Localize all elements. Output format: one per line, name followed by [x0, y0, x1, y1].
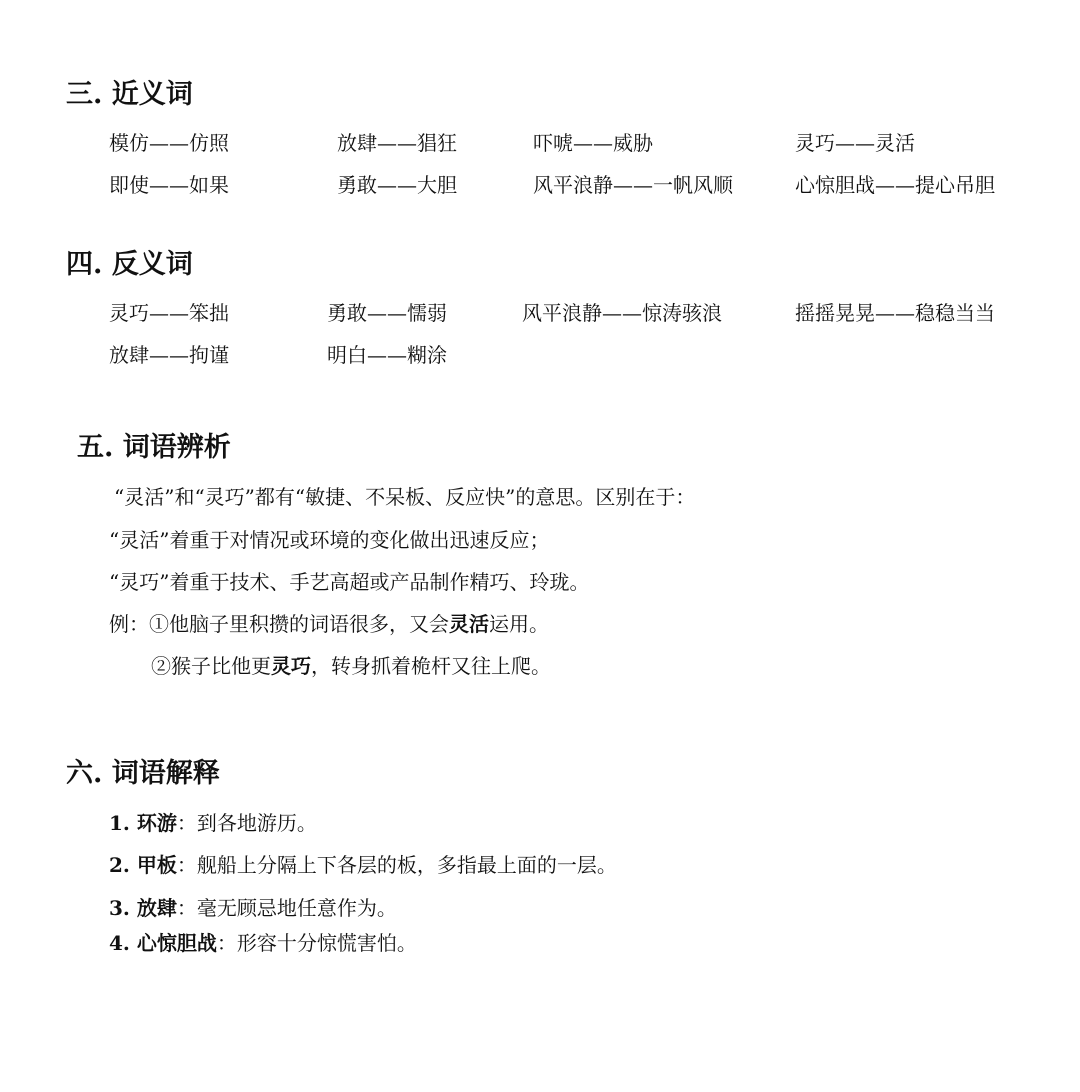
definition-term: 1. 环游 — [109, 811, 177, 835]
section-title-word-explanation: 六. 词语解释 — [66, 758, 220, 789]
synonym-pair: 心惊胆战——提心吊胆 — [795, 173, 995, 197]
definition-item — [109, 855, 617, 875]
antonym-pair: 勇敢——懦弱 — [327, 301, 447, 325]
example-text: 例：①他脑子里积攒的词语很多，又会 — [109, 612, 449, 636]
section-title-antonyms: 四. 反义词 — [66, 249, 193, 280]
example-keyword: 灵活 — [449, 612, 489, 636]
definition-item — [109, 813, 317, 833]
antonym-pair: 摇摇晃晃——稳稳当当 — [795, 301, 995, 325]
definition-text: ：形容十分惊慌害怕。 — [216, 931, 417, 955]
example-1 — [109, 614, 549, 634]
definition-text: ：舰船上分隔上下各层的板，多指最上面的一层。 — [176, 853, 617, 877]
example-keyword: 灵巧 — [271, 654, 311, 678]
example-text: ②猴子比他更 — [151, 654, 271, 678]
definition-item — [109, 933, 417, 953]
synonym-pair: 吓唬——威胁 — [533, 131, 653, 155]
definition-text: ：到各地游历。 — [176, 811, 317, 835]
antonym-pair: 灵巧——笨拙 — [109, 301, 229, 325]
analysis-intro: “灵活”和“灵巧”都有“敏捷、不呆板、反应快”的意思。区别在于： — [114, 485, 696, 509]
definition-item — [109, 898, 397, 918]
synonym-pair: 风平浪静——一帆风顺 — [533, 173, 733, 197]
analysis-line: “灵巧”着重于技术、手艺高超或产品制作精巧、玲珑。 — [109, 570, 590, 594]
antonym-pair: 风平浪静——惊涛骇浪 — [522, 301, 722, 325]
definition-text: ：毫无顾忌地任意作为。 — [176, 896, 397, 920]
definition-term: 3. 放肆 — [109, 896, 177, 920]
section-title-synonyms: 三. 近义词 — [66, 79, 193, 110]
synonym-pair: 灵巧——灵活 — [795, 131, 915, 155]
example-text: ，转身抓着桅杆又往上爬。 — [311, 654, 551, 678]
synonym-pair: 模仿——仿照 — [109, 131, 229, 155]
antonym-pair: 明白——糊涂 — [327, 343, 447, 367]
example-2 — [151, 656, 551, 676]
section-title-word-analysis: 五. 词语辨析 — [77, 432, 231, 463]
example-text: 运用。 — [489, 612, 549, 636]
analysis-line: “灵活”着重于对情况或环境的变化做出迅速反应； — [109, 528, 550, 552]
antonym-pair: 放肆——拘谨 — [109, 343, 229, 367]
definition-term: 4. 心惊胆战 — [109, 931, 217, 955]
definition-term: 2. 甲板 — [109, 853, 177, 877]
synonym-pair: 放肆——猖狂 — [337, 131, 457, 155]
synonym-pair: 勇敢——大胆 — [337, 173, 457, 197]
synonym-pair: 即使——如果 — [109, 173, 229, 197]
